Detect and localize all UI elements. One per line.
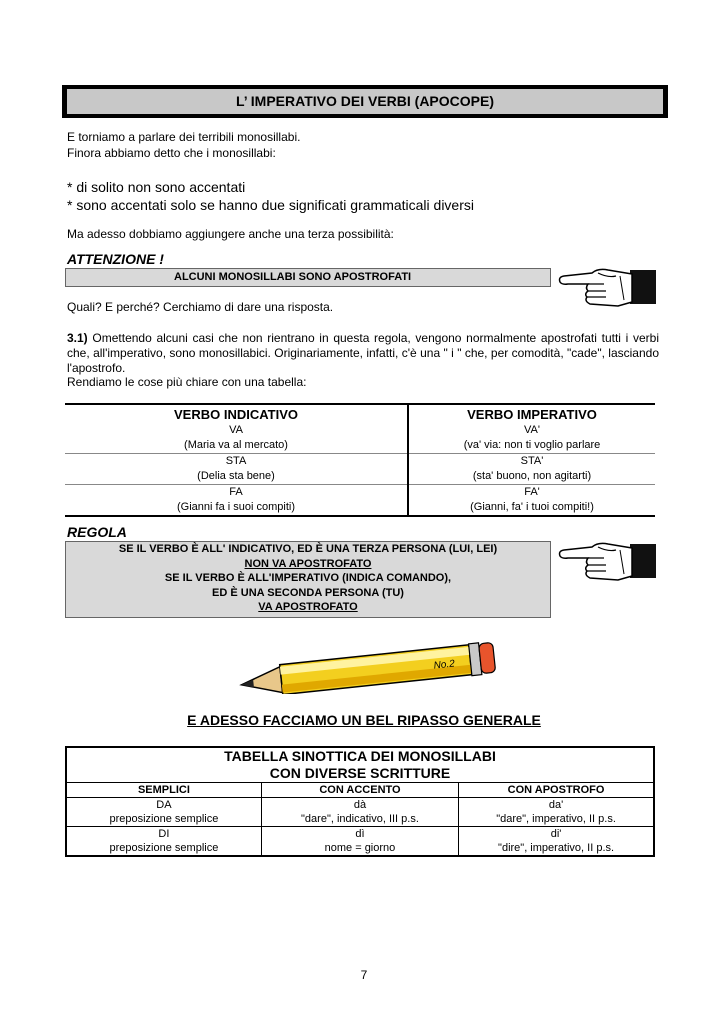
rule-line-5: VA APOSTROFATO xyxy=(258,601,358,613)
col-header-accent: CON ACCENTO xyxy=(261,783,458,798)
review-heading: E ADESSO FACCIAMO UN BEL RIPASSO GENERALE xyxy=(187,712,541,728)
col-header-simple: SEMPLICI xyxy=(66,783,261,798)
rule-line-1: SE IL VERBO È ALL' INDICATIVO, ED È UNA TERZA PERSONA (LUI, LEI) xyxy=(118,543,498,555)
imperative-verb: FA' xyxy=(524,486,540,498)
imperative-example: (sta' buono, non agitarti) xyxy=(408,469,655,485)
verb-table-header-imperative: VERBO IMPERATIVO xyxy=(467,406,597,422)
accent-word: dà xyxy=(261,798,458,813)
verb-table xyxy=(65,403,655,517)
page-number: 7 xyxy=(360,968,368,982)
indicative-verb: VA xyxy=(65,423,408,438)
page-title: L’ IMPERATIVO DEI VERBI (APOCOPE) xyxy=(67,89,663,114)
section-number: 3.1) xyxy=(67,331,88,345)
rule-line-4: ED È UNA SECONDA PERSONA (TU) xyxy=(212,586,404,599)
simple-desc: preposizione semplice xyxy=(66,812,261,827)
review-heading-wrap xyxy=(0,712,728,728)
indicative-example: (Maria va al mercato) xyxy=(65,438,408,454)
imperative-verb: VA' xyxy=(524,424,540,436)
apostrophe-desc: "dire", imperativo, II p.s. xyxy=(498,842,615,854)
rule-line-3: SE IL VERBO È ALL'IMPERATIVO (INDICA COMANDO), xyxy=(164,572,452,584)
simple-word: DI xyxy=(66,827,261,842)
pencil-icon xyxy=(228,632,498,694)
verb-table-header-indicative: VERBO INDICATIVO xyxy=(65,404,408,423)
section-text: Omettendo alcuni casi che non rientrano in questa regola, vengono normalmente apostrofati tutti i verbi che, all'imperativo, sono monosillabici. Originariamente, infatti, c'è una " i " che, per comodità, "cade", lasciando l'apostrofo. xyxy=(67,331,660,375)
bullet-1: * di solito non sono accentati xyxy=(67,179,246,195)
imperative-example: (Gianni, fa' i tuoi compiti!) xyxy=(470,501,594,513)
attention-bar xyxy=(65,268,551,287)
accent-desc: nome = giorno xyxy=(261,841,458,856)
simple-desc: preposizione semplice xyxy=(66,841,261,856)
imperative-verb: STA' xyxy=(520,455,544,467)
apostrophe-word: da' xyxy=(548,799,564,811)
pointing-hand-icon xyxy=(558,538,658,584)
section-line-2: Rendiamo le cose più chiare con una tabella: xyxy=(67,375,307,389)
intro-line-2: Finora abbiamo detto che i monosillabi: xyxy=(67,146,276,160)
accent-word: dì xyxy=(261,827,458,842)
indicative-example: (Gianni fa i suoi compiti) xyxy=(65,500,408,516)
pointing-hand-icon xyxy=(558,264,658,310)
intro-line-1: E torniamo a parlare dei terribili monosillabi. xyxy=(67,130,301,144)
synoptic-table xyxy=(65,746,655,857)
rule-line-2: NON VA APOSTROFATO xyxy=(244,557,372,570)
col-header-apostrophe: CON APOSTROFO xyxy=(459,783,654,798)
indicative-verb: STA xyxy=(65,454,408,470)
simple-word: DA xyxy=(66,798,261,813)
indicative-example: (Delia sta bene) xyxy=(65,469,408,485)
apostrophe-word: di' xyxy=(550,828,562,840)
pencil-label: No.2 xyxy=(433,658,456,672)
accent-desc: "dare", indicativo, III p.s. xyxy=(261,812,458,827)
attention-heading: ATTENZIONE ! xyxy=(67,251,164,267)
attention-question: Quali? E perché? Cerchiamo di dare una risposta. xyxy=(67,300,334,314)
rule-box xyxy=(65,541,551,618)
attention-bar-text: ALCUNI MONOSILLABI SONO APOSTROFATI xyxy=(174,271,412,283)
intro-line-3: Ma adesso dobbiamo aggiungere anche una terza possibilità: xyxy=(67,227,394,241)
imperative-example: (va' via: non ti voglio parlare xyxy=(408,438,655,454)
rule-heading: REGOLA xyxy=(67,524,127,540)
synoptic-caption xyxy=(66,747,654,783)
synoptic-title-1: TABELLA SINOTTICA DEI MONOSILLABI xyxy=(224,748,496,764)
apostrophe-desc: "dare", imperativo, II p.s. xyxy=(459,812,654,827)
title-banner xyxy=(62,85,668,118)
synoptic-title-2: CON DIVERSE SCRITTURE xyxy=(269,765,451,781)
bullet-2: * sono accentati solo se hanno due significati grammaticali diversi xyxy=(67,197,474,213)
indicative-verb: FA xyxy=(65,485,408,501)
section-3-1 xyxy=(67,331,659,376)
